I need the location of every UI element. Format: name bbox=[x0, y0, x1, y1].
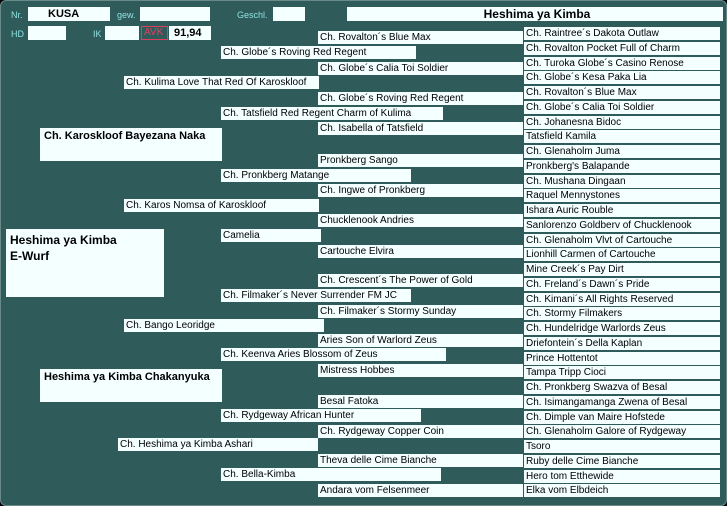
pedigree-entry-gen6[interactable]: Ch. Hundelridge Warlords Zeus bbox=[524, 322, 720, 335]
pedigree-entry-gen6[interactable]: Raquel Mennystones bbox=[524, 189, 720, 202]
pedigree-entry-gen5[interactable]: Theva delle Cime Bianche bbox=[318, 454, 523, 467]
pedigree-entry-gen5[interactable]: Ch. Rydgeway Copper Coin bbox=[318, 425, 523, 438]
pedigree-entry-gen6[interactable]: Prince Hottentot bbox=[524, 352, 720, 365]
pedigree-entry-gen5[interactable]: Andara vom Felsenmeer bbox=[318, 484, 523, 497]
pedigree-entry-gen6[interactable]: Ch. Turoka Globe´s Casino Renose bbox=[524, 57, 720, 70]
pedigree-entry-gen6[interactable]: Elka vom Elbdeich bbox=[524, 484, 720, 497]
pedigree-entry-gen5[interactable]: Ch. Filmaker´s Stormy Sunday bbox=[318, 305, 523, 318]
pedigree-entry-gen4[interactable]: Ch. Pronkberg Matange bbox=[221, 169, 411, 182]
subject-name: Heshima ya Kimba bbox=[10, 233, 117, 247]
pedigree-entry-gen6[interactable]: Ch. Kimani´s All Rights Reserved bbox=[524, 293, 720, 306]
nr-label: Nr. bbox=[11, 10, 23, 20]
sire-box[interactable]: Ch. Karoskloof Bayezana Naka bbox=[40, 128, 222, 161]
hd-field[interactable] bbox=[28, 26, 66, 40]
avk-value: 91,94 bbox=[169, 26, 211, 40]
pedigree-entry-gen5[interactable]: Ch. Globe´s Calia Toi Soldier bbox=[318, 62, 523, 75]
pedigree-entry-gen5[interactable]: Mistress Hobbes bbox=[318, 364, 523, 377]
pedigree-entry-gen5[interactable]: Ch. Isabella of Tatsfield bbox=[318, 122, 523, 135]
pedigree-entry-gen5[interactable]: Pronkberg Sango bbox=[318, 154, 523, 167]
pedigree-entry-gen6[interactable]: Tatsfield Kamila bbox=[524, 130, 720, 143]
pedigree-entry-gen4[interactable]: Ch. Tatsfield Red Regent Charm of Kulima bbox=[221, 107, 443, 120]
pedigree-entry-gen3[interactable]: Ch. Kulima Love That Red Of Karoskloof bbox=[124, 76, 319, 89]
ik-label: IK bbox=[93, 29, 102, 39]
pedigree-entry-gen6[interactable]: Ch. Rovalton Pocket Full of Charm bbox=[524, 42, 720, 55]
pedigree-entry-gen4[interactable]: Ch. Globe´s Roving Red Regent bbox=[221, 46, 416, 59]
pedigree-entry-gen5[interactable]: Chucklenook Andries bbox=[318, 214, 523, 227]
pedigree-entry-gen6[interactable]: Ch. Raintree´s Dakota Outlaw bbox=[524, 27, 720, 40]
pedigree-entry-gen6[interactable]: Ch. Freland´s Dawn´s Pride bbox=[524, 278, 720, 291]
pedigree-entry-gen6[interactable]: Ch. Johanesna Bidoc bbox=[524, 116, 720, 129]
ik-field[interactable] bbox=[105, 26, 139, 40]
gew-field[interactable] bbox=[140, 7, 210, 21]
pedigree-entry-gen4[interactable]: Ch. Bella-Kimba bbox=[221, 468, 441, 481]
pedigree-entry-gen6[interactable]: Lionhill Carmen of Cartouche bbox=[524, 248, 720, 261]
hd-label: HD bbox=[11, 29, 24, 39]
pedigree-entry-gen6[interactable]: Ch. Pronkberg Swazva of Besal bbox=[524, 381, 720, 394]
pedigree-entry-gen4[interactable]: Ch. Rydgeway African Hunter bbox=[221, 409, 421, 422]
pedigree-entry-gen6[interactable]: Ch. Globe´s Kesa Paka Lia bbox=[524, 71, 720, 84]
pedigree-entry-gen6[interactable]: Ch. Rovalton´s Blue Max bbox=[524, 86, 720, 99]
pedigree-entry-gen6[interactable]: Ch. Isimangamanga Zwena of Besal bbox=[524, 396, 720, 409]
pedigree-entry-gen5[interactable]: Ch. Globe´s Roving Red Regent bbox=[318, 92, 523, 105]
subject-box[interactable] bbox=[6, 229, 164, 297]
title-field: Heshima ya Kimba bbox=[347, 7, 723, 21]
pedigree-entry-gen6[interactable]: Ch. Mushana Dingaan bbox=[524, 175, 720, 188]
pedigree-entry-gen5[interactable]: Besal Fatoka bbox=[318, 395, 523, 408]
pedigree-entry-gen6[interactable]: Mine Creek´s Pay Dirt bbox=[524, 263, 720, 276]
pedigree-entry-gen3[interactable]: Ch. Heshima ya Kimba Ashari bbox=[118, 438, 318, 451]
gesch-field[interactable] bbox=[273, 7, 305, 21]
pedigree-entry-gen6[interactable]: Pronkberg's Balapande bbox=[524, 160, 720, 173]
pedigree-entry-gen3[interactable]: Ch. Bango Leoridge bbox=[124, 319, 324, 332]
pedigree-entry-gen5[interactable]: Ch. Crescent´s The Power of Gold bbox=[318, 274, 523, 287]
gesch-label: Geschl. bbox=[237, 10, 268, 20]
pedigree-entry-gen5[interactable]: Ch. Ingwe of Pronkberg bbox=[318, 184, 523, 197]
pedigree-entry-gen6[interactable]: Ruby delle Cime Bianche bbox=[524, 455, 720, 468]
pedigree-entry-gen4[interactable]: Ch. Filmaker´s Never Surrender FM JC bbox=[221, 289, 411, 302]
pedigree-entry-gen6[interactable]: Ch. Glenaholm Juma bbox=[524, 145, 720, 158]
dam-box[interactable]: Heshima ya Kimba Chakanyuka bbox=[40, 369, 222, 402]
pedigree-entry-gen6[interactable]: Ch. Dimple van Maire Hofstede bbox=[524, 411, 720, 424]
pedigree-entry-gen6[interactable]: Ch. Glenaholm Vlvt of Cartouche bbox=[524, 234, 720, 247]
subject-litter: E-Wurf bbox=[10, 249, 50, 263]
pedigree-entry-gen6[interactable]: Ch. Globe´s Calia Toi Soldier bbox=[524, 101, 720, 114]
pedigree-entry-gen6[interactable]: Tsoro bbox=[524, 440, 720, 453]
pedigree-entry-gen6[interactable]: Hero tom Etthewide bbox=[524, 470, 720, 483]
pedigree-entry-gen4[interactable]: Ch. Keenva Aries Blossom of Zeus bbox=[221, 348, 446, 361]
pedigree-entry-gen5[interactable]: Ch. Rovalton´s Blue Max bbox=[318, 31, 523, 44]
pedigree-entry-gen5[interactable]: Aries Son of Warlord Zeus bbox=[318, 334, 523, 347]
avk-label: AVK bbox=[141, 26, 168, 40]
pedigree-entry-gen4[interactable]: Camelia bbox=[221, 229, 321, 242]
pedigree-entry-gen5[interactable]: Cartouche Elvira bbox=[318, 245, 523, 258]
pedigree-entry-gen6[interactable]: Ishara Auric Rouble bbox=[524, 204, 720, 217]
pedigree-entry-gen6[interactable]: Ch. Stormy Filmakers bbox=[524, 307, 720, 320]
pedigree-entry-gen6[interactable]: Driefontein´s Della Kaplan bbox=[524, 337, 720, 350]
pedigree-entry-gen6[interactable]: Sanlorenzo Goldberv of Chucklenook bbox=[524, 219, 720, 232]
pedigree-entry-gen6[interactable]: Tampa Tripp Cioci bbox=[524, 366, 720, 379]
pedigree-entry-gen6[interactable]: Ch. Glenaholm Galore of Rydgeway bbox=[524, 425, 720, 438]
nr-field[interactable]: KUSA bbox=[28, 7, 110, 21]
pedigree-entry-gen3[interactable]: Ch. Karos Nomsa of Karoskloof bbox=[124, 199, 319, 212]
gew-label: gew. bbox=[117, 10, 136, 20]
